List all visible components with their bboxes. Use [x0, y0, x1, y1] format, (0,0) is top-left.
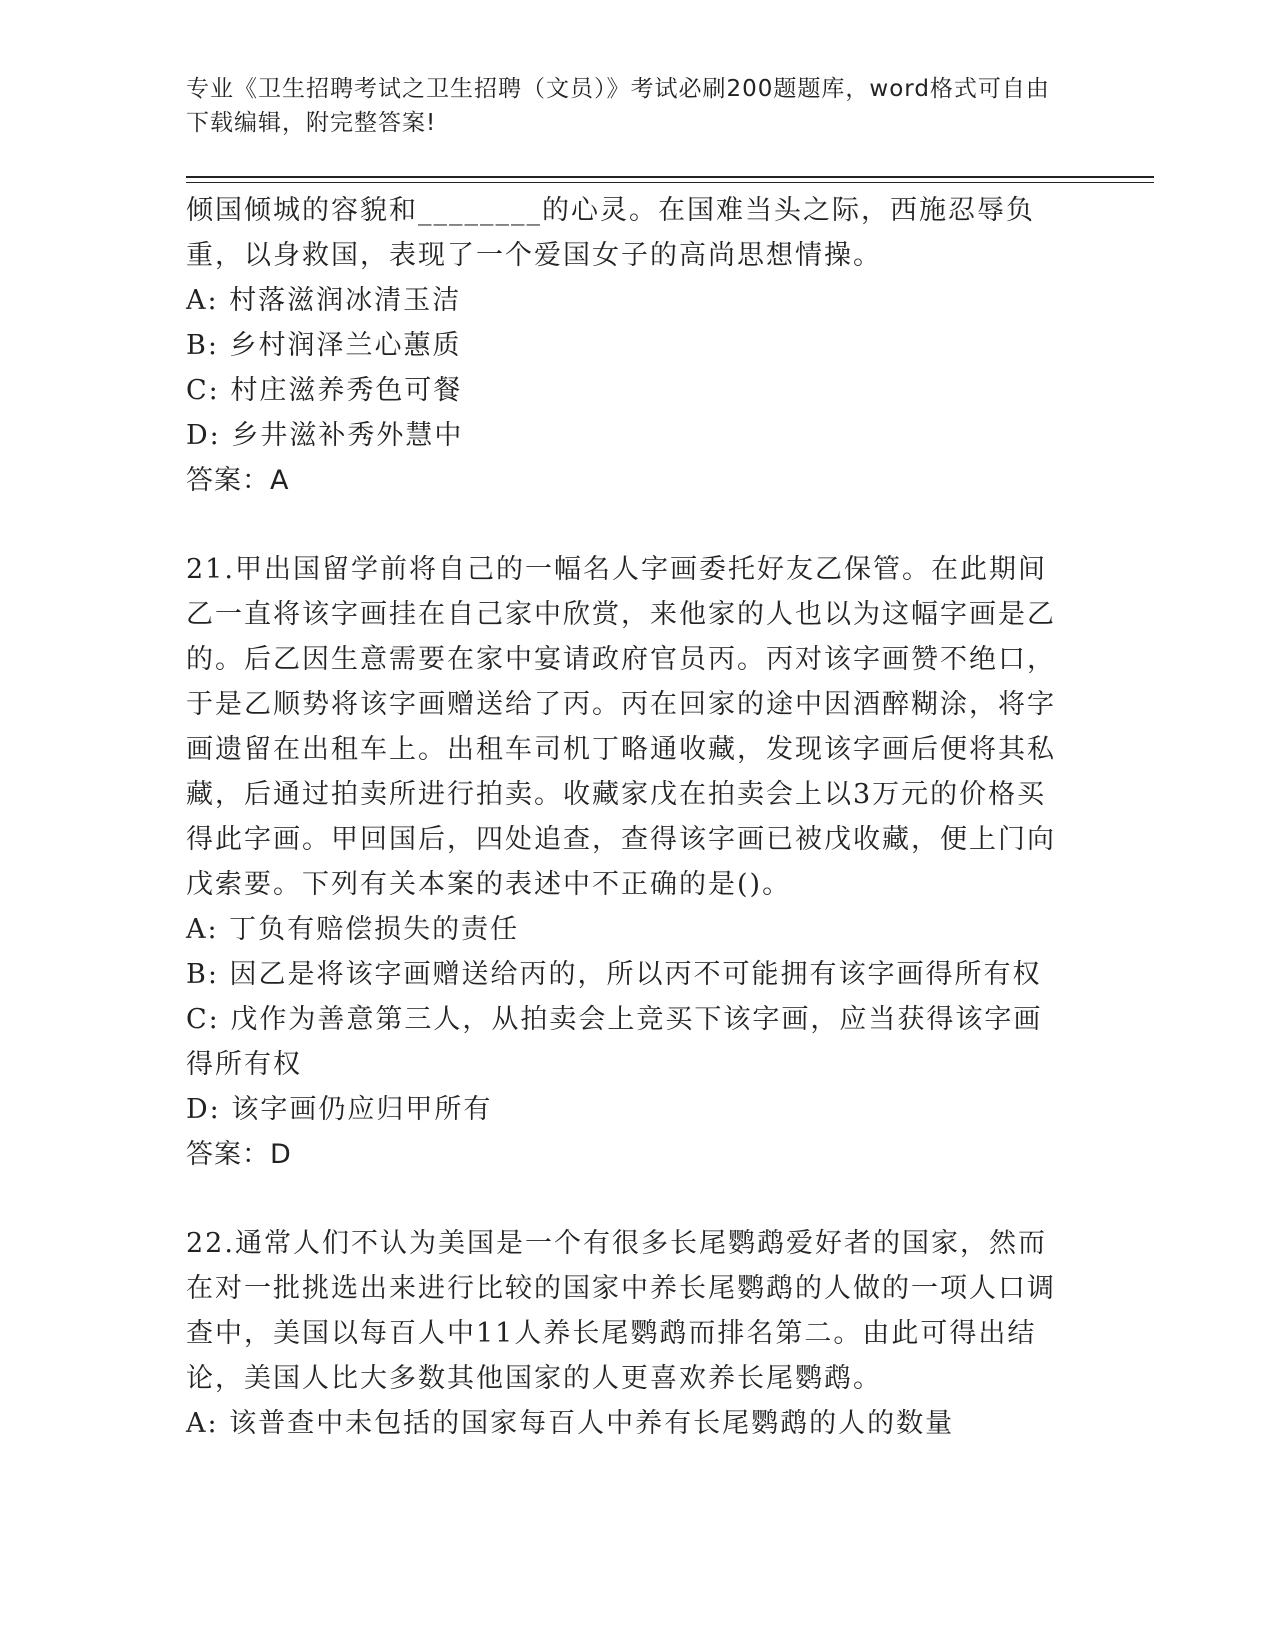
option-b: B: 因乙是将该字画赠送给丙的，所以丙不可能拥有该字画得所有权	[186, 959, 1042, 990]
question-21	[186, 547, 1066, 1177]
option-c: C: 戊作为善意第三人，从拍卖会上竞买下该字画，应当获得该字画得所有权	[186, 1004, 1043, 1080]
question-stem: 倾国倾城的容貌和________的心灵。在国难当头之际，西施忍辱负重，以身救国，表现了一个爱国女子的高尚思想情操。	[186, 195, 1035, 271]
question-stem: 22.通常人们不认为美国是一个有很多长尾鹦鹉爱好者的国家，然而在对一批挑选出来进行比较的国家中养长尾鹦鹉的人做的一项人口调查中，美国以每百人中11人养长尾鹦鹉而排名第二。由此可得出结论，美国人比大多数其他国家的人更喜欢养长尾鹦鹉。	[186, 1228, 1056, 1394]
question-20	[186, 188, 1066, 503]
question-spacer	[186, 1177, 1066, 1221]
option-d: D: 乡井滋补秀外慧中	[186, 420, 464, 451]
option-d: D: 该字画仍应归甲所有	[186, 1094, 493, 1125]
question-22	[186, 1221, 1066, 1446]
page-header: 专业《卫生招聘考试之卫生招聘（文员）》考试必刷200题题库，word格式可自由下载编辑，附完整答案!	[186, 76, 1050, 136]
option-a: A: 丁负有赔偿损失的责任	[186, 914, 520, 945]
option-b: B: 乡村润泽兰心蕙质	[186, 330, 462, 361]
option-a: A: 村落滋润冰清玉洁	[186, 285, 462, 316]
header-rule-thick	[186, 176, 1154, 178]
option-a: A: 该普查中未包括的国家每百人中养有长尾鹦鹉的人的数量	[186, 1408, 955, 1439]
answer: 答案：A	[186, 465, 290, 496]
question-stem: 21.甲出国留学前将自己的一幅名人字画委托好友乙保管。在此期间乙一直将该字画挂在自己家中欣赏，来他家的人也以为这幅字画是乙的。后乙因生意需要在家中宴请政府官员丙。丙对该字画赞不绝口，于是乙顺势将该字画赠送给了丙。丙在回家的途中因酒醉糊涂，将字画遗留在出租车上。出租车司机丁略通收藏，发现该字画后便将其私藏，后通过拍卖所进行拍卖。收藏家戊在拍卖会上以3万元的价格买得此字画。甲回国后，四处追查，查得该字画已被戊收藏，便上门向戊索要。下列有关本案的表述中不正确的是()。	[186, 554, 1056, 900]
header-rule-thin	[186, 182, 1154, 183]
option-c: C: 村庄滋养秀色可餐	[186, 375, 463, 406]
answer: 答案：D	[186, 1139, 292, 1170]
question-spacer	[186, 503, 1066, 547]
document-body	[186, 188, 1066, 1446]
